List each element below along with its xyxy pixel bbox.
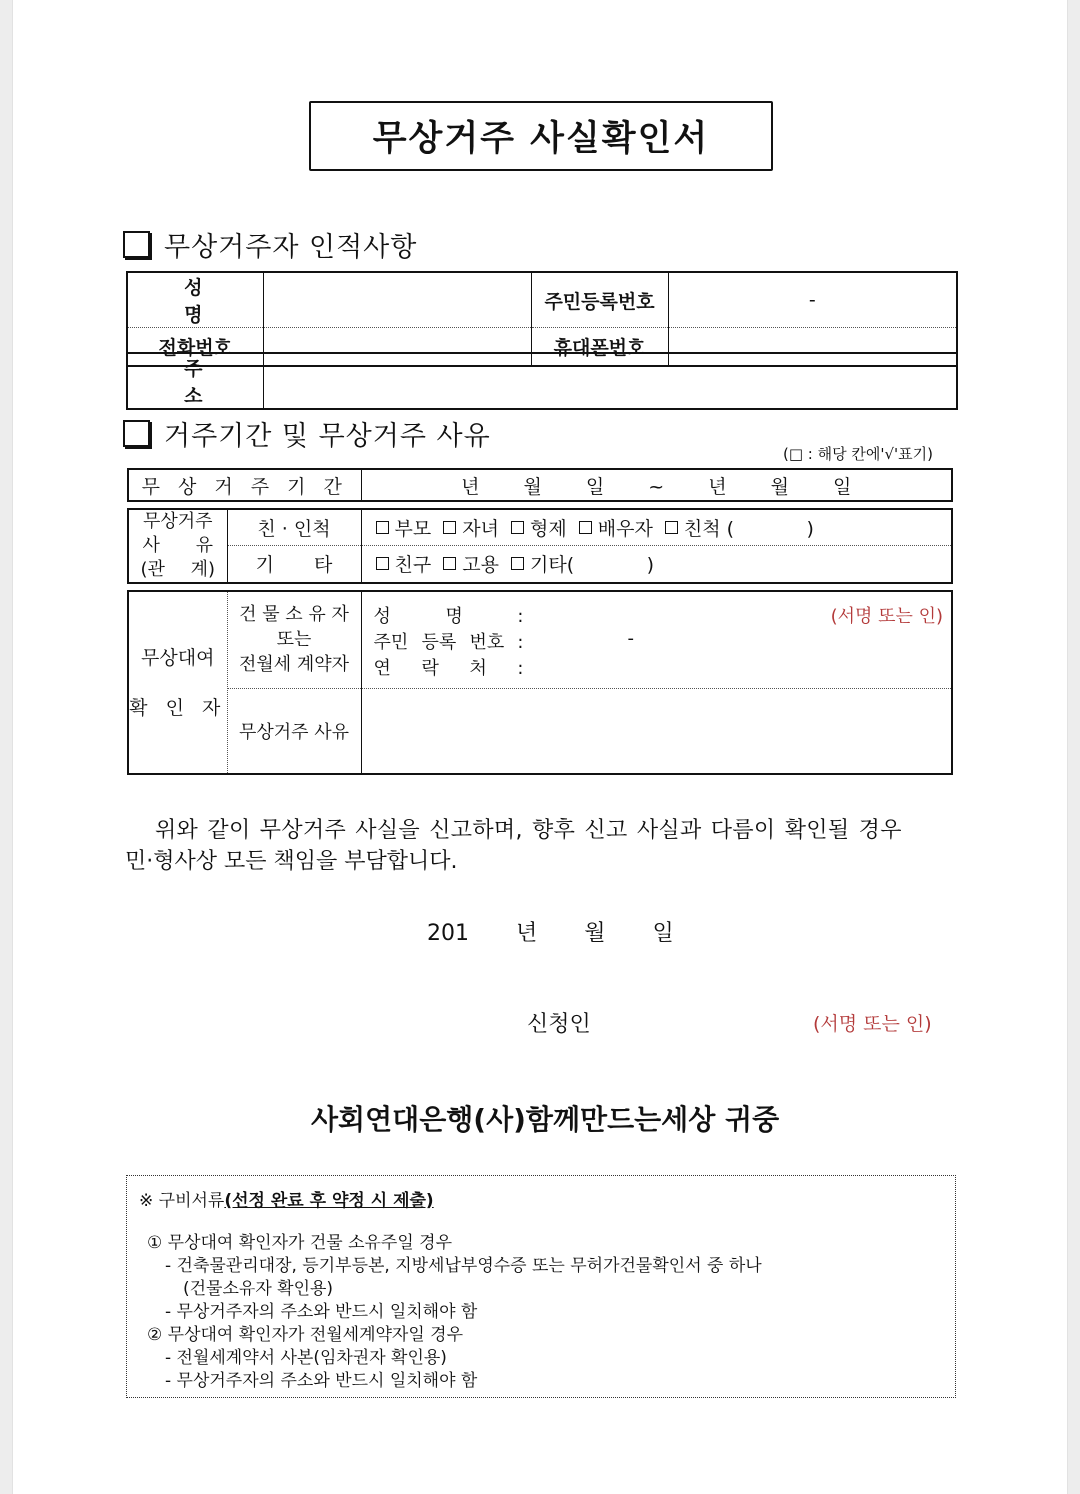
docs-case1-item1b: (건물소유자 확인용) <box>183 1279 334 1299</box>
reason-table <box>127 508 953 584</box>
rrn-label: 주민등록번호 <box>531 272 668 328</box>
address-field[interactable] <box>263 353 957 409</box>
checkbox-friend[interactable]: 친구 <box>374 554 432 576</box>
section-square-icon <box>123 420 150 447</box>
confirmer-label-1: 무상대여 <box>141 646 215 669</box>
rrn-dash: - <box>808 289 816 311</box>
phone-label: 전화번호 <box>127 328 263 366</box>
owner-label <box>227 591 361 688</box>
section-square-icon <box>123 231 150 258</box>
reason-label-1: 무상거주 <box>142 511 213 532</box>
applicant-sign[interactable]: (서명 또는 인) <box>813 1013 932 1035</box>
address-label: 주 소 <box>127 353 263 409</box>
required-documents-box <box>126 1175 956 1398</box>
docs-prefix: ※ 구비서류 <box>139 1191 225 1211</box>
document-title: 무상거주 사실확인서 <box>309 101 773 171</box>
period-label: 무 상 거 주 기 간 <box>128 469 361 501</box>
section2-heading <box>123 414 491 453</box>
owner-contact-label: 연 락 처 : <box>373 658 524 679</box>
owner-name-label: 성 명 : <box>373 606 524 627</box>
section1-heading <box>123 225 417 264</box>
docs-case1-item2: - 무상거주자의 주소와 반드시 일치해야 함 <box>165 1302 478 1322</box>
docs-case2: ② 무상대여 확인자가 전월세계약자일 경우 <box>147 1325 464 1345</box>
checkbox-relative[interactable]: 친척 ( ) <box>663 518 814 540</box>
docs-case1-item1: - 건축물관리대장, 등기부등본, 지방세납부영수증 또는 무허가건물확인서 중 하나 <box>165 1256 762 1276</box>
reason-category-label <box>128 509 227 583</box>
owner-label-3: 전월세 계약자 <box>238 654 350 676</box>
document-page <box>12 0 1068 1494</box>
checkbox-employment[interactable]: 고용 <box>441 554 499 576</box>
checkbox-other[interactable]: 기타( ) <box>509 554 654 576</box>
confirmer-table <box>127 590 953 775</box>
reason-label-2: 사 유 <box>142 535 213 556</box>
applicant-label: 신청인 <box>527 1012 591 1037</box>
confirmer-label-2: 확 인 자 <box>129 696 227 719</box>
relative-options <box>361 509 952 545</box>
checkbox-spouse[interactable]: 배우자 <box>577 518 653 540</box>
confirmer-label <box>128 591 227 774</box>
relative-label: 친 · 인척 <box>227 509 361 545</box>
docs-case2-item1: - 전월세계약서 사본(임차권자 확인용) <box>165 1348 447 1368</box>
name-field[interactable] <box>263 272 531 328</box>
owner-rrn-dash: - <box>627 628 634 649</box>
docs-case2-item2: - 무상거주자의 주소와 반드시 일치해야 함 <box>165 1371 478 1391</box>
period-table <box>127 468 953 502</box>
section2-heading-text: 거주기간 및 무상거주 사유 <box>164 421 491 452</box>
reason-free-field[interactable] <box>361 688 952 774</box>
docs-heading <box>139 1186 434 1211</box>
other-options <box>361 545 952 583</box>
period-value[interactable]: 년 월 일 ~ 년 월 일 <box>461 475 852 498</box>
address-table <box>126 352 958 410</box>
docs-case1: ① 무상대여 확인자가 건물 소유주일 경우 <box>147 1233 453 1253</box>
owner-label-1: 건 물 소 유 자 <box>239 604 349 626</box>
mobile-label: 휴대폰번호 <box>531 328 668 366</box>
owner-sign: (서명 또는 인) <box>830 606 943 627</box>
checkbox-sibling[interactable]: 형제 <box>509 518 567 540</box>
checkbox-child[interactable]: 자녀 <box>441 518 499 540</box>
checkbox-note: (□ : 해당 칸에'√'표기) <box>783 445 933 463</box>
other-label: 기 타 <box>227 545 361 583</box>
section1-heading-text: 무상거주자 인적사항 <box>164 232 418 263</box>
declaration-line-2: 민·형사상 모든 책임을 부담합니다. <box>125 849 458 874</box>
declaration-line-1: 위와 같이 무상거주 사실을 신고하며, 향후 신고 사실과 다름이 확인될 경우 <box>155 818 902 843</box>
owner-label-2: 또는 <box>276 629 312 651</box>
reason-free-label: 무상거주 사유 <box>227 688 361 774</box>
name-label: 성 명 <box>127 272 263 328</box>
recipient: 사회연대은행(사)함께만드는세상 귀중 <box>311 1103 780 1136</box>
declaration-date[interactable]: 201 년 월 일 <box>427 921 674 946</box>
owner-info <box>361 591 952 688</box>
docs-emphasis: (선정 완료 후 약정 시 제출) <box>224 1191 434 1211</box>
rrn-field[interactable] <box>668 272 957 328</box>
checkbox-parent[interactable]: 부모 <box>374 518 432 540</box>
owner-rrn-label: 주민 등록 번호 : <box>373 632 524 653</box>
reason-label-3: (관 계) <box>140 559 216 580</box>
declaration-text <box>125 815 957 877</box>
